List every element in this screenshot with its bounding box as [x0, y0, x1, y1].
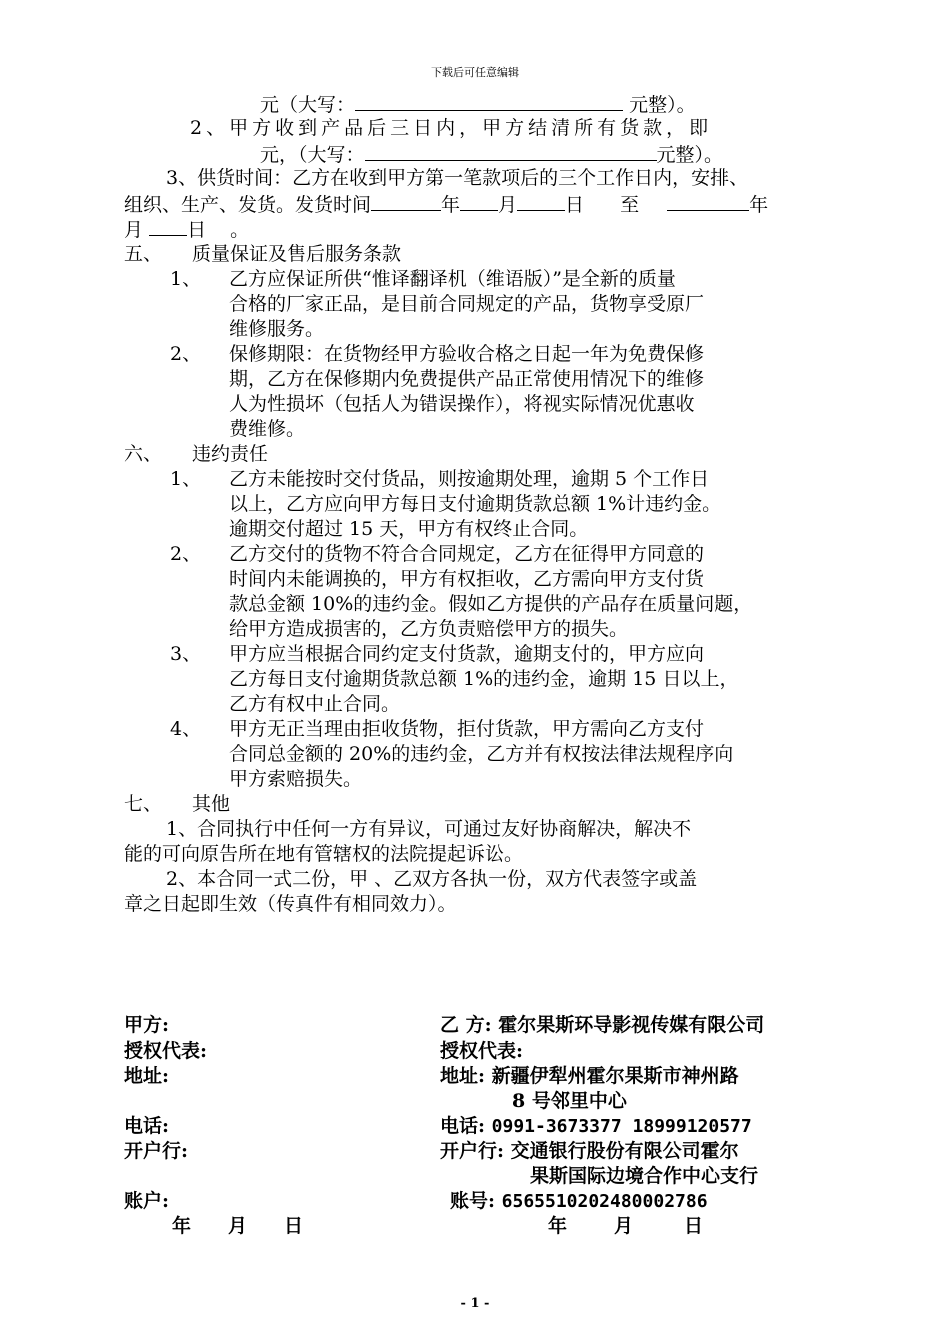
s6-item2-number: 2、 — [170, 543, 202, 565]
amount-blank — [355, 91, 623, 111]
s6-item2-line: 乙方交付的货物不符合合同规定，乙方在征得甲方同意的 — [229, 543, 705, 565]
label-text: 账号: — [450, 1190, 496, 1212]
amount-blank — [365, 141, 657, 161]
page-header: 下载后可任意编辑 — [431, 66, 519, 79]
supply-text: 月 — [498, 194, 518, 216]
s7-line: 1、合同执行中任何一方有异议，可通过友好协商解决，解决不 — [166, 818, 692, 840]
s5-item2-number: 2、 — [170, 343, 202, 365]
phone-text: 0991-3673377 18999120577 — [491, 1116, 752, 1137]
date-blank — [149, 216, 187, 236]
supply-text: 日 — [187, 219, 207, 241]
party-b-label — [440, 1013, 764, 1038]
s6-item2-line: 时间内未能调换的，甲方有权拒收，乙方需向甲方支付货 — [229, 568, 705, 590]
s6-item4-line: 合同总金额的 20%的违约金，乙方并有权按法律法规程序向 — [229, 743, 734, 765]
party-a-phone: 电话: — [124, 1115, 170, 1137]
s5-item2-line: 人为性损坏（包括人为错误操作），将视实际情况优惠收 — [229, 393, 695, 415]
party-b-address — [440, 1064, 739, 1089]
supply-line-2 — [124, 191, 768, 218]
party-b-date-day: 日 — [684, 1215, 704, 1237]
date-blank — [460, 191, 498, 211]
payment-item-2: 2、甲方收到产品后三日内，甲方结清所有货款，即 — [190, 117, 713, 139]
s7-line: 2、本合同一式二份，甲 、乙双方各执一份，双方代表签字或盖 — [166, 868, 698, 890]
label-text: 开户行: — [440, 1140, 505, 1162]
s6-item4-line: 甲方索赔损失。 — [229, 768, 363, 790]
address-text: 新疆伊犁州霍尔果斯市神州路 — [491, 1065, 739, 1087]
supply-text: 。 — [230, 219, 250, 241]
page-number: - 1 - — [460, 1296, 490, 1311]
s5-item1-number: 1、 — [170, 268, 202, 290]
party-b-date-year: 年 — [548, 1215, 568, 1237]
s5-item2-line: 费维修。 — [229, 418, 306, 440]
payment-line-1 — [260, 91, 696, 118]
supply-text: 组织、生产、发货。发货时间 — [124, 194, 372, 216]
s6-item3-line: 乙方有权中止合同。 — [229, 693, 401, 715]
party-b-address-cont: 8 号邻里中心 — [512, 1090, 627, 1112]
s6-item1-line: 乙方未能按时交付货品，则按逾期处理，逾期 5 个工作日 — [229, 468, 710, 490]
s6-item4-line: 甲方无正当理由拒收货物，拒付货款，甲方需向乙方支付 — [229, 718, 705, 740]
s5-item1-line: 乙方应保证所供“惟译翻译机（维语版）”是全新的质量 — [229, 268, 676, 290]
bank-text: 交通银行股份有限公司霍尔 — [510, 1140, 739, 1162]
s7-line: 能的可向原告所在地有管辖权的法院提起诉讼。 — [124, 843, 524, 865]
payment-text: 元，（大写： — [260, 144, 365, 166]
party-a-account: 账户: — [124, 1190, 170, 1212]
s6-item1-line: 逾期交付超过 15 天，甲方有权终止合同。 — [229, 518, 589, 540]
payment-text: 元（大写： — [260, 94, 356, 116]
section-6-title: 违约责任 — [192, 443, 269, 465]
payment-text: 元整）。 — [656, 144, 724, 166]
s5-item2-line: 期，乙方在保修期内免费提供产品正常使用情况下的维修 — [229, 368, 705, 390]
date-blank — [667, 191, 749, 211]
supply-line-3 — [124, 216, 249, 243]
supply-text: 至 — [620, 194, 640, 216]
s6-item2-line: 款总金额 10%的违约金。假如乙方提供的产品存在质量问题， — [229, 593, 753, 615]
supply-text: 年 — [749, 194, 769, 216]
section-5-number: 五、 — [124, 243, 163, 265]
section-7-title: 其他 — [192, 793, 231, 815]
s6-item1-line: 以上，乙方应向甲方每日支付逾期货款总额 1%计违约金。 — [229, 493, 722, 515]
s6-item2-line: 给甲方造成损害的，乙方负责赔偿甲方的损失。 — [229, 618, 629, 640]
supply-line-1: 3、供货时间：乙方在收到甲方第一笔款项后的三个工作日内，安排、 — [166, 167, 749, 189]
party-b-bank-cont: 果斯国际边境合作中心支行 — [530, 1165, 759, 1187]
s6-item4-number: 4、 — [170, 718, 202, 740]
account-number: 6565510202480002786 — [501, 1191, 708, 1212]
s5-item2-line: 保修期限：在货物经甲方验收合格之日起一年为免费保修 — [229, 343, 705, 365]
party-b-account — [450, 1189, 708, 1214]
date-blank — [371, 191, 441, 211]
party-a-label: 甲方: — [124, 1014, 170, 1036]
supply-text: 日 — [565, 194, 585, 216]
supply-text: 月 — [124, 219, 144, 241]
s6-item3-line: 乙方每日支付逾期货款总额 1%的违约金，逾期 15 日以上， — [229, 668, 739, 690]
section-6-number: 六、 — [124, 443, 163, 465]
party-a-date-day: 日 — [284, 1215, 304, 1237]
party-a-rep: 授权代表: — [124, 1040, 208, 1062]
payment-line-2 — [260, 141, 723, 168]
section-5-title: 质量保证及售后服务条款 — [192, 243, 402, 265]
party-b-bank — [440, 1139, 739, 1164]
label-text: 电话: — [440, 1115, 486, 1137]
section-7-number: 七、 — [124, 793, 163, 815]
s5-item1-line: 维修服务。 — [229, 318, 325, 340]
s7-line: 章之日起即生效（传真件有相同效力）。 — [124, 893, 457, 915]
party-b-date-month: 月 — [614, 1215, 634, 1237]
party-a-address: 地址: — [124, 1065, 170, 1087]
s6-item3-line: 甲方应当根据合同约定支付货款，逾期支付的，甲方应向 — [229, 643, 705, 665]
s6-item1-number: 1、 — [170, 468, 202, 490]
label-text: 乙 方: — [440, 1014, 492, 1036]
label-text: 地址: — [440, 1065, 486, 1087]
company-name: 霍尔果斯环导影视传媒有限公司 — [498, 1014, 765, 1036]
s6-item3-number: 3、 — [170, 643, 202, 665]
supply-text: 年 — [441, 194, 461, 216]
party-b-rep: 授权代表: — [440, 1040, 524, 1062]
party-a-bank: 开户行: — [124, 1140, 189, 1162]
party-a-date-month: 月 — [228, 1215, 248, 1237]
party-b-phone — [440, 1114, 752, 1139]
payment-text: 元整）。 — [629, 94, 696, 116]
date-blank — [517, 191, 565, 211]
s5-item1-line: 合格的厂家正品，是目前合同规定的产品，货物享受原厂 — [229, 293, 705, 315]
party-a-date-year: 年 — [172, 1215, 192, 1237]
